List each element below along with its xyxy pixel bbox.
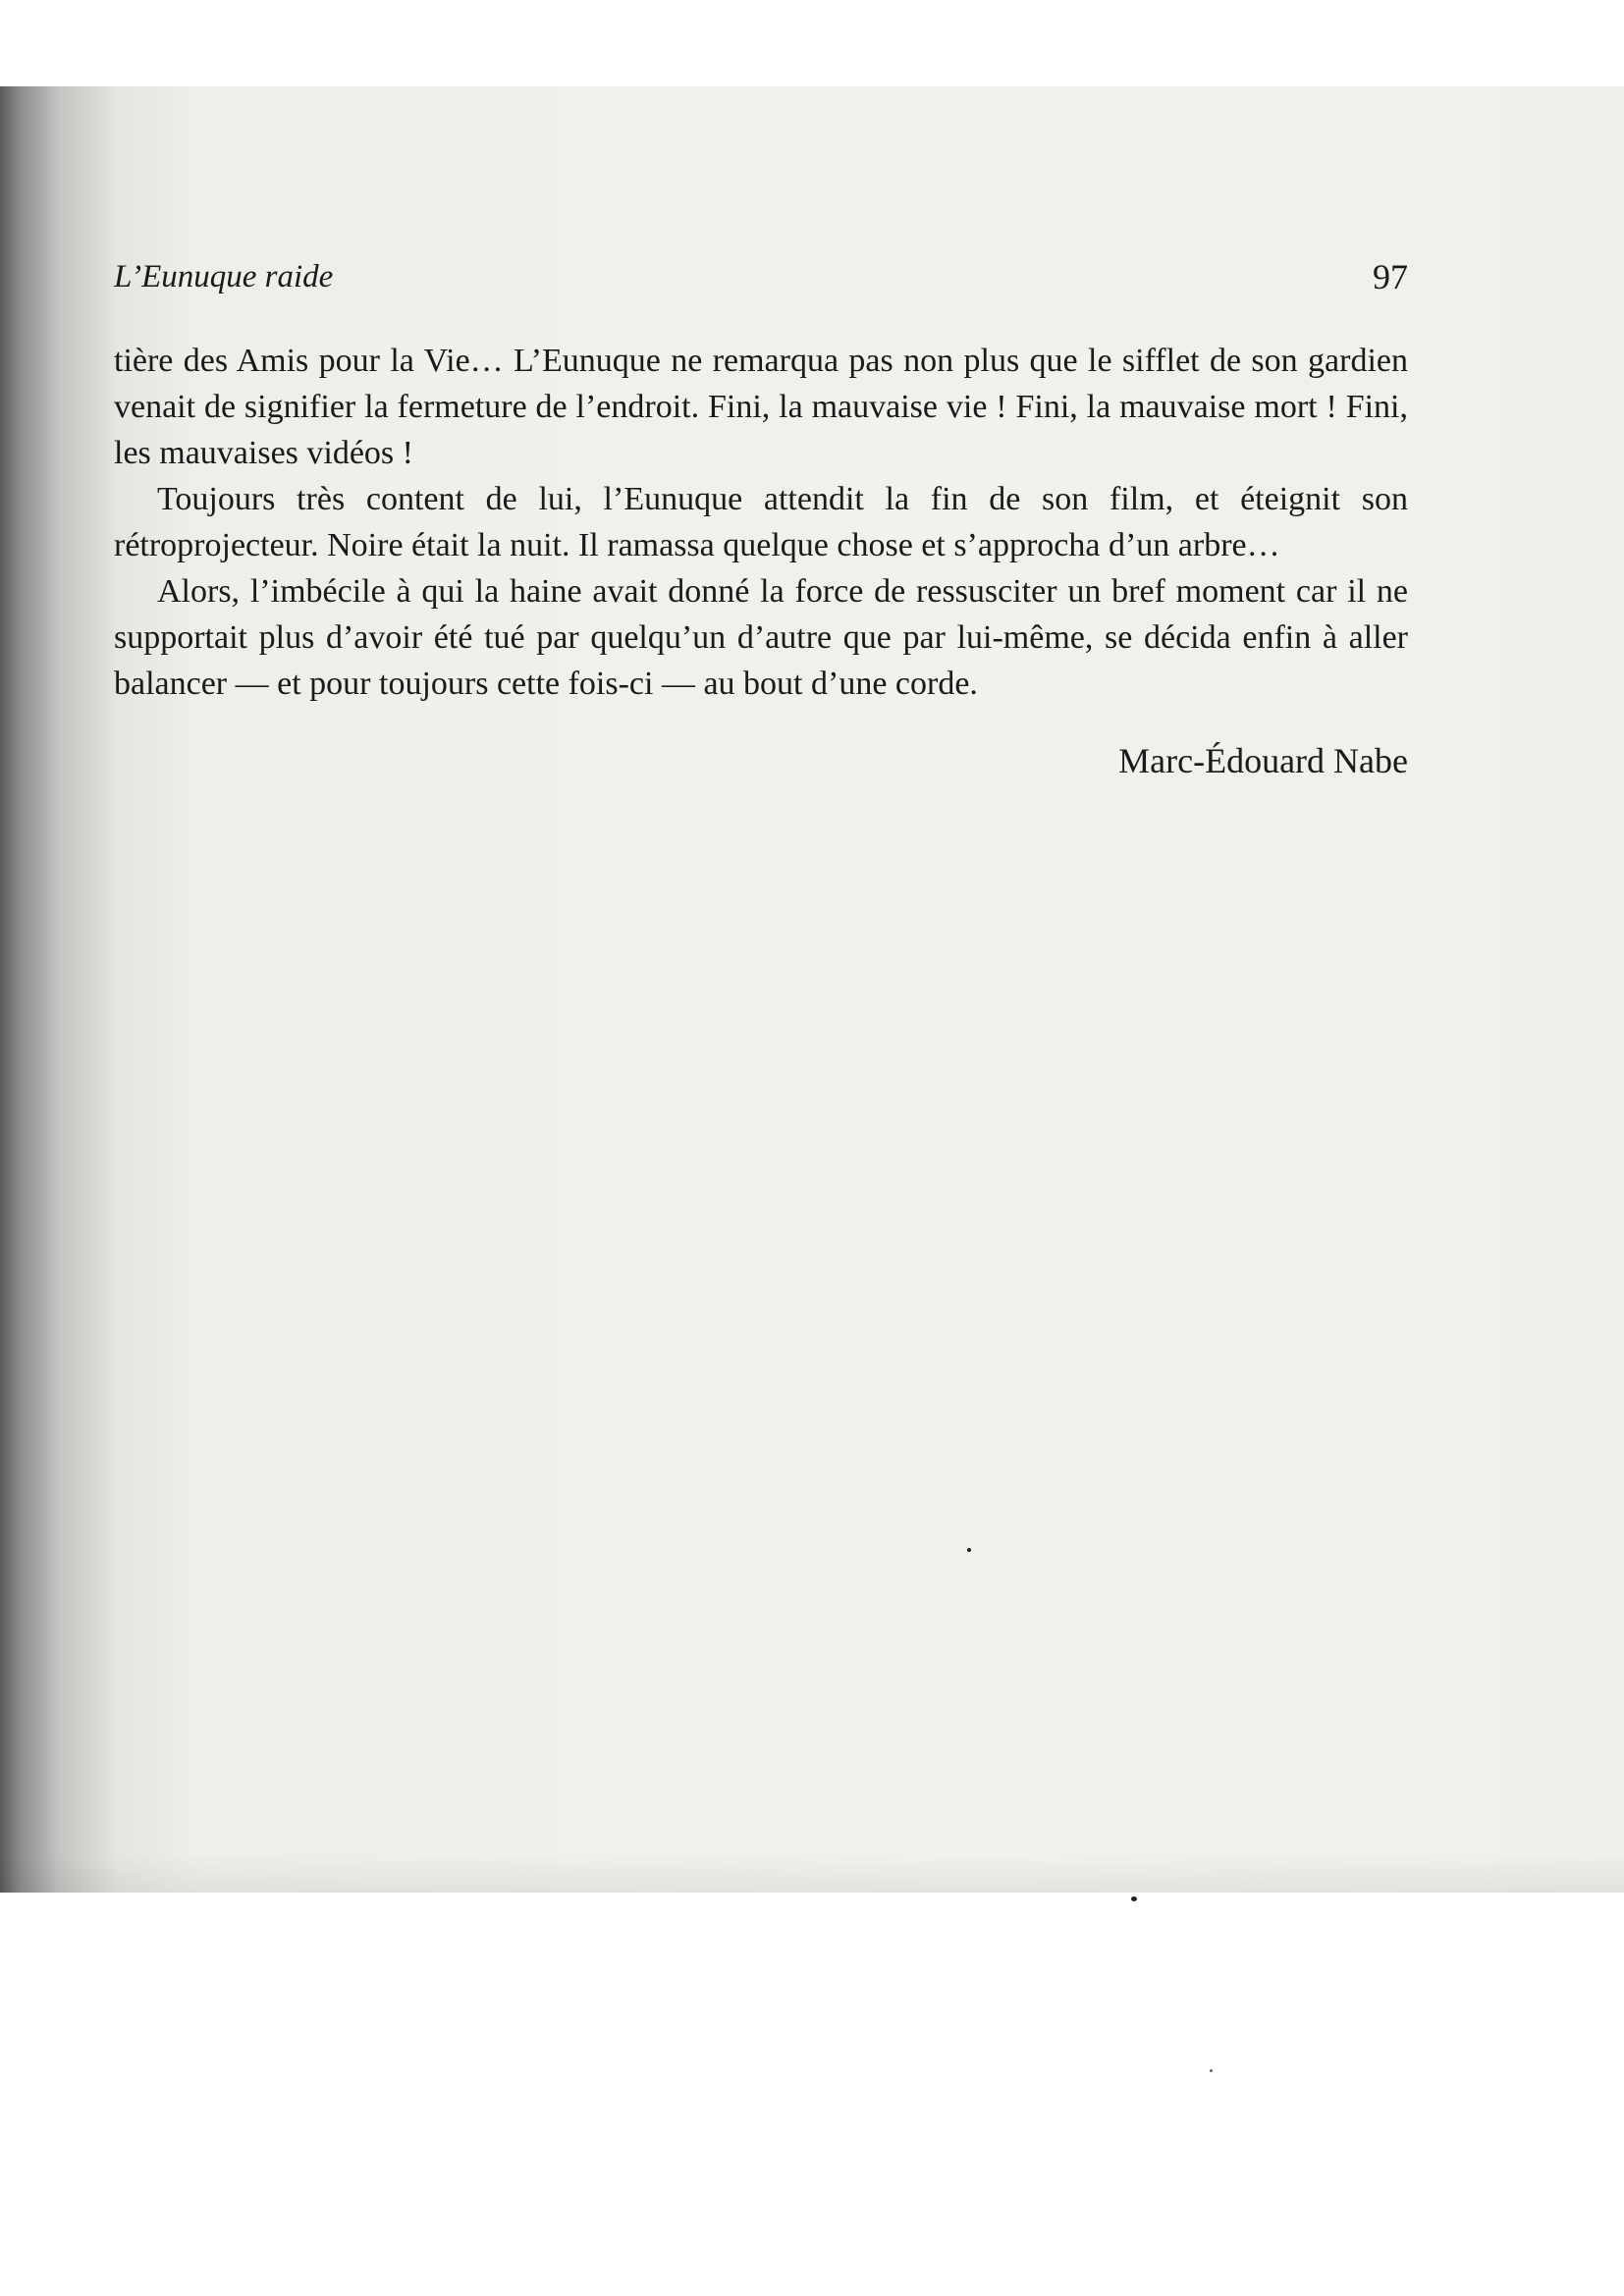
running-header: [114, 257, 1408, 296]
scan-speck: [1131, 1896, 1137, 1901]
scan-speck: [1210, 2069, 1213, 2072]
running-title: L’Eunuque raide: [114, 259, 334, 294]
body-text: [114, 338, 1408, 784]
paragraph-film: Toujours très content de lui, l’Eunuque attendit la fin de son film, et éteignit son rétroprojecteur. Noire était la nuit. Il ramassa quelque chose et s’approcha d’un arbre…: [114, 481, 1408, 563]
page-edge-shadow: [0, 1853, 1624, 1893]
paragraph-continued: tière des Amis pour la Vie… L’Eunuque ne remarqua pas non plus que le sifflet de son gardien venait de signifier la fermeture de l’endroit. Fini, la mauvaise vie ! Fini, la mauvaise mort ! Fini, les mauvaises vidéos !: [114, 343, 1408, 471]
page-number: 97: [1373, 257, 1408, 296]
author-signature: Marc-Édouard Nabe: [1118, 741, 1408, 780]
paragraph-corde: Alors, l’imbécile à qui la haine avait donné la force de ressusciter un bref moment car il ne supportait plus d’avoir été tué par quelqu’un d’autre que par lui-même, se décida enfin à aller balancer — et pour toujours cette fois-ci — au bout d’une corde.: [114, 573, 1408, 702]
scan-speck: [967, 1548, 971, 1552]
